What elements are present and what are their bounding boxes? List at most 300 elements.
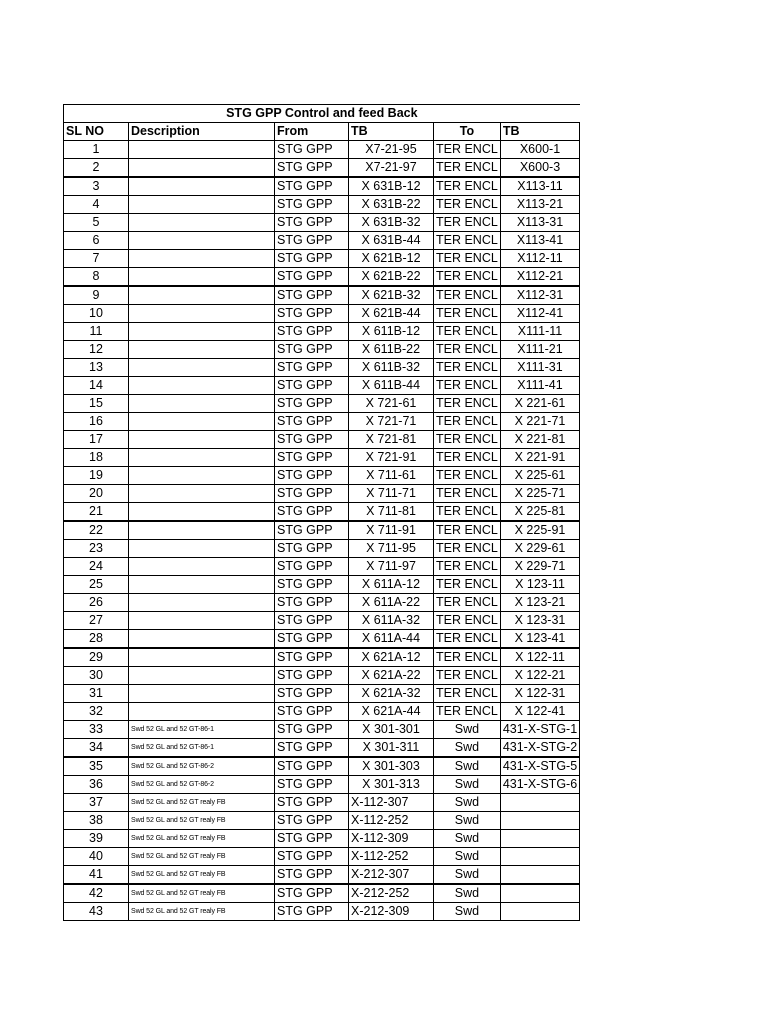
cell-from: STG GPP <box>275 884 349 903</box>
table-body <box>64 105 580 921</box>
table-row <box>64 521 580 540</box>
cell-tb-from: X 621B-44 <box>349 305 434 323</box>
cell-to: TER ENCL <box>434 648 501 667</box>
cell-from: STG GPP <box>275 467 349 485</box>
cell-from: STG GPP <box>275 630 349 649</box>
cell-tb-to: X 229-61 <box>500 540 579 558</box>
cell-tb-to: 431-X-STG-6 <box>500 776 579 794</box>
cell-tb-to: X112-41 <box>500 305 579 323</box>
cell-from: STG GPP <box>275 196 349 214</box>
cell-tb-to <box>500 848 579 866</box>
cell-sl-no: 3 <box>64 177 129 196</box>
cell-from: STG GPP <box>275 703 349 721</box>
cell-to: TER ENCL <box>434 377 501 395</box>
header-to: To <box>434 123 501 141</box>
cell-description <box>129 630 275 649</box>
cell-tb-to: X111-41 <box>500 377 579 395</box>
cell-description <box>129 214 275 232</box>
cell-sl-no: 33 <box>64 721 129 739</box>
cell-from: STG GPP <box>275 685 349 703</box>
cell-description: Swd 52 GL and 52 GT realy FB <box>129 884 275 903</box>
cell-sl-no: 40 <box>64 848 129 866</box>
cell-from: STG GPP <box>275 830 349 848</box>
table-row <box>64 449 580 467</box>
cell-to: TER ENCL <box>434 286 501 305</box>
cell-description <box>129 323 275 341</box>
cell-description <box>129 612 275 630</box>
cell-to: Swd <box>434 884 501 903</box>
cell-to: Swd <box>434 830 501 848</box>
cell-from: STG GPP <box>275 903 349 921</box>
table-row <box>64 757 580 776</box>
cell-sl-no: 29 <box>64 648 129 667</box>
cell-tb-to: X111-21 <box>500 341 579 359</box>
table-row <box>64 630 580 649</box>
cell-tb-from: X 711-91 <box>349 521 434 540</box>
table-row <box>64 341 580 359</box>
cell-sl-no: 10 <box>64 305 129 323</box>
cell-tb-from: X-212-252 <box>349 884 434 903</box>
cell-sl-no: 25 <box>64 576 129 594</box>
table-row <box>64 721 580 739</box>
cell-tb-from: X 721-71 <box>349 413 434 431</box>
cell-tb-from: X-112-252 <box>349 812 434 830</box>
cell-description <box>129 141 275 159</box>
cell-sl-no: 1 <box>64 141 129 159</box>
cell-tb-to: X 229-71 <box>500 558 579 576</box>
header-description: Description <box>129 123 275 141</box>
cell-tb-from: X 711-81 <box>349 503 434 522</box>
cell-from: STG GPP <box>275 377 349 395</box>
cell-description <box>129 467 275 485</box>
cell-tb-to: X 225-81 <box>500 503 579 522</box>
cell-tb-from: X 711-95 <box>349 540 434 558</box>
cell-sl-no: 15 <box>64 395 129 413</box>
cell-from: STG GPP <box>275 866 349 885</box>
header-tb-to: TB <box>500 123 579 141</box>
cell-tb-from: X7-21-95 <box>349 141 434 159</box>
cell-tb-to <box>500 830 579 848</box>
cell-sl-no: 6 <box>64 232 129 250</box>
cell-to: TER ENCL <box>434 196 501 214</box>
cell-to: TER ENCL <box>434 431 501 449</box>
cell-description <box>129 703 275 721</box>
table-row <box>64 377 580 395</box>
cell-to: TER ENCL <box>434 232 501 250</box>
cell-to: TER ENCL <box>434 141 501 159</box>
cell-from: STG GPP <box>275 159 349 178</box>
cell-from: STG GPP <box>275 250 349 268</box>
cell-description: Swd 52 GL and 52 GT-86-2 <box>129 757 275 776</box>
cell-from: STG GPP <box>275 323 349 341</box>
cell-from: STG GPP <box>275 395 349 413</box>
table-row <box>64 214 580 232</box>
cell-tb-to <box>500 866 579 885</box>
table-row <box>64 667 580 685</box>
cell-sl-no: 4 <box>64 196 129 214</box>
cell-tb-from: X 621A-32 <box>349 685 434 703</box>
table-row <box>64 884 580 903</box>
cell-tb-from: X 611B-22 <box>349 341 434 359</box>
cell-tb-from: X 611A-44 <box>349 630 434 649</box>
cell-to: TER ENCL <box>434 558 501 576</box>
cell-tb-from: X 611A-22 <box>349 594 434 612</box>
cell-to: TER ENCL <box>434 576 501 594</box>
cell-sl-no: 35 <box>64 757 129 776</box>
cell-tb-from: X 711-97 <box>349 558 434 576</box>
cell-tb-to: X111-11 <box>500 323 579 341</box>
cell-tb-from: X 611B-44 <box>349 377 434 395</box>
table-row <box>64 685 580 703</box>
cell-tb-from: X7-21-97 <box>349 159 434 178</box>
table-row <box>64 812 580 830</box>
cell-to: Swd <box>434 739 501 758</box>
header-from: From <box>275 123 349 141</box>
cell-from: STG GPP <box>275 214 349 232</box>
cell-sl-no: 23 <box>64 540 129 558</box>
cell-sl-no: 16 <box>64 413 129 431</box>
cell-description <box>129 685 275 703</box>
cell-tb-to: X 122-41 <box>500 703 579 721</box>
cell-tb-to: X 221-61 <box>500 395 579 413</box>
cell-tb-from: X-112-307 <box>349 794 434 812</box>
table-title: STG GPP Control and feed Back <box>64 105 580 123</box>
cell-tb-to: X600-3 <box>500 159 579 178</box>
cell-to: Swd <box>434 794 501 812</box>
cell-from: STG GPP <box>275 341 349 359</box>
cell-tb-from: X 711-71 <box>349 485 434 503</box>
cell-to: TER ENCL <box>434 703 501 721</box>
cell-description <box>129 305 275 323</box>
cell-sl-no: 11 <box>64 323 129 341</box>
cell-to: Swd <box>434 721 501 739</box>
cell-tb-from: X 631B-44 <box>349 232 434 250</box>
cell-tb-to: X 225-61 <box>500 467 579 485</box>
cell-from: STG GPP <box>275 359 349 377</box>
cell-sl-no: 26 <box>64 594 129 612</box>
cell-sl-no: 43 <box>64 903 129 921</box>
cell-tb-from: X 611A-12 <box>349 576 434 594</box>
cell-to: TER ENCL <box>434 612 501 630</box>
cell-from: STG GPP <box>275 667 349 685</box>
cell-description: Swd 52 GL and 52 GT realy FB <box>129 848 275 866</box>
cell-from: STG GPP <box>275 757 349 776</box>
cell-from: STG GPP <box>275 576 349 594</box>
title-row <box>64 105 580 123</box>
cell-tb-from: X-212-309 <box>349 903 434 921</box>
table-row <box>64 485 580 503</box>
cell-tb-to <box>500 903 579 921</box>
cell-description <box>129 250 275 268</box>
cell-description <box>129 449 275 467</box>
cell-description <box>129 177 275 196</box>
cell-to: TER ENCL <box>434 214 501 232</box>
cell-tb-from: X 631B-22 <box>349 196 434 214</box>
cell-to: TER ENCL <box>434 630 501 649</box>
cell-sl-no: 27 <box>64 612 129 630</box>
cell-to: TER ENCL <box>434 177 501 196</box>
cell-tb-from: X 301-313 <box>349 776 434 794</box>
cell-tb-from: X 621A-12 <box>349 648 434 667</box>
cell-sl-no: 39 <box>64 830 129 848</box>
cell-tb-from: X-212-307 <box>349 866 434 885</box>
cell-from: STG GPP <box>275 305 349 323</box>
cell-tb-to: X600-1 <box>500 141 579 159</box>
cell-tb-to: X 221-71 <box>500 413 579 431</box>
table-row <box>64 739 580 758</box>
cell-tb-to: X 122-11 <box>500 648 579 667</box>
cell-description <box>129 431 275 449</box>
cell-to: Swd <box>434 812 501 830</box>
table-row <box>64 594 580 612</box>
cell-from: STG GPP <box>275 413 349 431</box>
cell-description <box>129 503 275 522</box>
cell-description <box>129 377 275 395</box>
cell-tb-to: 431-X-STG-5 <box>500 757 579 776</box>
cell-tb-to <box>500 812 579 830</box>
cell-sl-no: 18 <box>64 449 129 467</box>
table-row <box>64 467 580 485</box>
cell-sl-no: 12 <box>64 341 129 359</box>
cell-to: TER ENCL <box>434 540 501 558</box>
cell-sl-no: 24 <box>64 558 129 576</box>
cell-to: TER ENCL <box>434 250 501 268</box>
cell-tb-to: X113-31 <box>500 214 579 232</box>
cell-tb-to: X112-31 <box>500 286 579 305</box>
cell-from: STG GPP <box>275 776 349 794</box>
cell-from: STG GPP <box>275 177 349 196</box>
cell-tb-to: X 225-91 <box>500 521 579 540</box>
cell-sl-no: 2 <box>64 159 129 178</box>
cell-sl-no: 17 <box>64 431 129 449</box>
cell-tb-to: X113-21 <box>500 196 579 214</box>
table-row <box>64 177 580 196</box>
table-row <box>64 413 580 431</box>
cell-tb-from: X 721-91 <box>349 449 434 467</box>
cell-from: STG GPP <box>275 794 349 812</box>
table-row <box>64 576 580 594</box>
cell-description: Swd 52 GL and 52 GT realy FB <box>129 812 275 830</box>
table-row <box>64 359 580 377</box>
header-tb-from: TB <box>349 123 434 141</box>
cell-description <box>129 159 275 178</box>
cell-from: STG GPP <box>275 721 349 739</box>
cell-description: Swd 52 GL and 52 GT-86-2 <box>129 776 275 794</box>
cell-to: TER ENCL <box>434 305 501 323</box>
table-row <box>64 395 580 413</box>
cell-sl-no: 20 <box>64 485 129 503</box>
cell-from: STG GPP <box>275 449 349 467</box>
cell-description: Swd 52 GL and 52 GT-86-1 <box>129 739 275 758</box>
cell-tb-to <box>500 884 579 903</box>
cell-description <box>129 413 275 431</box>
table-row <box>64 159 580 178</box>
cell-tb-to: X 122-21 <box>500 667 579 685</box>
cell-tb-to <box>500 794 579 812</box>
cell-sl-no: 22 <box>64 521 129 540</box>
table-row <box>64 286 580 305</box>
cell-tb-from: X 621A-44 <box>349 703 434 721</box>
cell-from: STG GPP <box>275 648 349 667</box>
table-row <box>64 323 580 341</box>
cell-from: STG GPP <box>275 485 349 503</box>
table-row <box>64 794 580 812</box>
cell-tb-from: X 611B-32 <box>349 359 434 377</box>
cell-description: Swd 52 GL and 52 GT realy FB <box>129 794 275 812</box>
cell-tb-to: X112-11 <box>500 250 579 268</box>
cell-description: Swd 52 GL and 52 GT-86-1 <box>129 721 275 739</box>
cell-sl-no: 37 <box>64 794 129 812</box>
cell-from: STG GPP <box>275 594 349 612</box>
cell-to: TER ENCL <box>434 395 501 413</box>
cell-tb-from: X 631B-12 <box>349 177 434 196</box>
cell-tb-from: X 621B-32 <box>349 286 434 305</box>
cell-description <box>129 667 275 685</box>
cell-to: Swd <box>434 776 501 794</box>
table-row <box>64 612 580 630</box>
cell-tb-to: X 221-81 <box>500 431 579 449</box>
cell-description <box>129 359 275 377</box>
cell-sl-no: 13 <box>64 359 129 377</box>
cell-description <box>129 648 275 667</box>
cell-sl-no: 8 <box>64 268 129 287</box>
cell-to: TER ENCL <box>434 413 501 431</box>
cell-tb-to: X 123-31 <box>500 612 579 630</box>
table-row <box>64 866 580 885</box>
table-row <box>64 305 580 323</box>
cell-tb-from: X 721-61 <box>349 395 434 413</box>
cell-to: TER ENCL <box>434 449 501 467</box>
cell-tb-from: X 711-61 <box>349 467 434 485</box>
cell-description <box>129 576 275 594</box>
table-row <box>64 232 580 250</box>
cell-to: Swd <box>434 903 501 921</box>
cell-tb-to: X 123-21 <box>500 594 579 612</box>
cell-tb-to: X113-41 <box>500 232 579 250</box>
table-row <box>64 648 580 667</box>
cell-tb-to: 431-X-STG-1 <box>500 721 579 739</box>
table-row <box>64 196 580 214</box>
cell-description <box>129 558 275 576</box>
cell-tb-from: X 611B-12 <box>349 323 434 341</box>
cell-tb-to: X113-11 <box>500 177 579 196</box>
cell-to: Swd <box>434 757 501 776</box>
cell-sl-no: 28 <box>64 630 129 649</box>
cell-to: TER ENCL <box>434 268 501 287</box>
cell-tb-from: X-112-309 <box>349 830 434 848</box>
header-row <box>64 123 580 141</box>
cell-sl-no: 34 <box>64 739 129 758</box>
cell-from: STG GPP <box>275 141 349 159</box>
cell-tb-to: X 225-71 <box>500 485 579 503</box>
cell-sl-no: 21 <box>64 503 129 522</box>
header-sl-no: SL NO <box>64 123 129 141</box>
table-row <box>64 431 580 449</box>
cell-description <box>129 521 275 540</box>
cell-tb-to: X 123-41 <box>500 630 579 649</box>
cell-tb-from: X 721-81 <box>349 431 434 449</box>
cell-description <box>129 268 275 287</box>
cell-from: STG GPP <box>275 286 349 305</box>
cell-to: TER ENCL <box>434 503 501 522</box>
table-row <box>64 903 580 921</box>
cell-tb-to: 431-X-STG-2 <box>500 739 579 758</box>
cell-tb-from: X 301-303 <box>349 757 434 776</box>
cell-to: TER ENCL <box>434 521 501 540</box>
cell-to: TER ENCL <box>434 341 501 359</box>
cell-from: STG GPP <box>275 848 349 866</box>
cell-sl-no: 5 <box>64 214 129 232</box>
cell-sl-no: 30 <box>64 667 129 685</box>
cell-tb-from: X-112-252 <box>349 848 434 866</box>
cell-from: STG GPP <box>275 268 349 287</box>
cell-to: TER ENCL <box>434 594 501 612</box>
cell-tb-from: X 301-311 <box>349 739 434 758</box>
cell-description <box>129 485 275 503</box>
cell-from: STG GPP <box>275 812 349 830</box>
cell-sl-no: 19 <box>64 467 129 485</box>
cell-description: Swd 52 GL and 52 GT realy FB <box>129 866 275 885</box>
cell-to: TER ENCL <box>434 159 501 178</box>
cell-to: Swd <box>434 866 501 885</box>
table-row <box>64 848 580 866</box>
cell-tb-from: X 621B-12 <box>349 250 434 268</box>
cell-tb-from: X 621A-22 <box>349 667 434 685</box>
cell-to: Swd <box>434 848 501 866</box>
cell-tb-from: X 621B-22 <box>349 268 434 287</box>
table-row <box>64 503 580 522</box>
table-row <box>64 141 580 159</box>
cell-to: TER ENCL <box>434 667 501 685</box>
cell-description <box>129 341 275 359</box>
table-row <box>64 268 580 287</box>
cell-tb-to: X 123-11 <box>500 576 579 594</box>
cell-from: STG GPP <box>275 558 349 576</box>
cell-tb-to: X 221-91 <box>500 449 579 467</box>
cell-description <box>129 286 275 305</box>
table-row <box>64 250 580 268</box>
cell-to: TER ENCL <box>434 323 501 341</box>
cell-description <box>129 594 275 612</box>
cell-sl-no: 41 <box>64 866 129 885</box>
cell-description <box>129 232 275 250</box>
cell-description: Swd 52 GL and 52 GT realy FB <box>129 903 275 921</box>
cell-sl-no: 38 <box>64 812 129 830</box>
cell-description <box>129 395 275 413</box>
cell-tb-from: X 611A-32 <box>349 612 434 630</box>
cell-tb-from: X 631B-32 <box>349 214 434 232</box>
table-row <box>64 776 580 794</box>
cell-to: TER ENCL <box>434 359 501 377</box>
cell-sl-no: 32 <box>64 703 129 721</box>
cell-description <box>129 540 275 558</box>
cell-description: Swd 52 GL and 52 GT realy FB <box>129 830 275 848</box>
table-row <box>64 558 580 576</box>
cell-to: TER ENCL <box>434 485 501 503</box>
cell-sl-no: 42 <box>64 884 129 903</box>
cell-to: TER ENCL <box>434 685 501 703</box>
cell-sl-no: 7 <box>64 250 129 268</box>
connection-table <box>63 104 580 921</box>
cell-from: STG GPP <box>275 540 349 558</box>
cell-from: STG GPP <box>275 521 349 540</box>
cell-sl-no: 31 <box>64 685 129 703</box>
cell-tb-to: X112-21 <box>500 268 579 287</box>
cell-to: TER ENCL <box>434 467 501 485</box>
table-row <box>64 830 580 848</box>
cell-description <box>129 196 275 214</box>
cell-from: STG GPP <box>275 612 349 630</box>
